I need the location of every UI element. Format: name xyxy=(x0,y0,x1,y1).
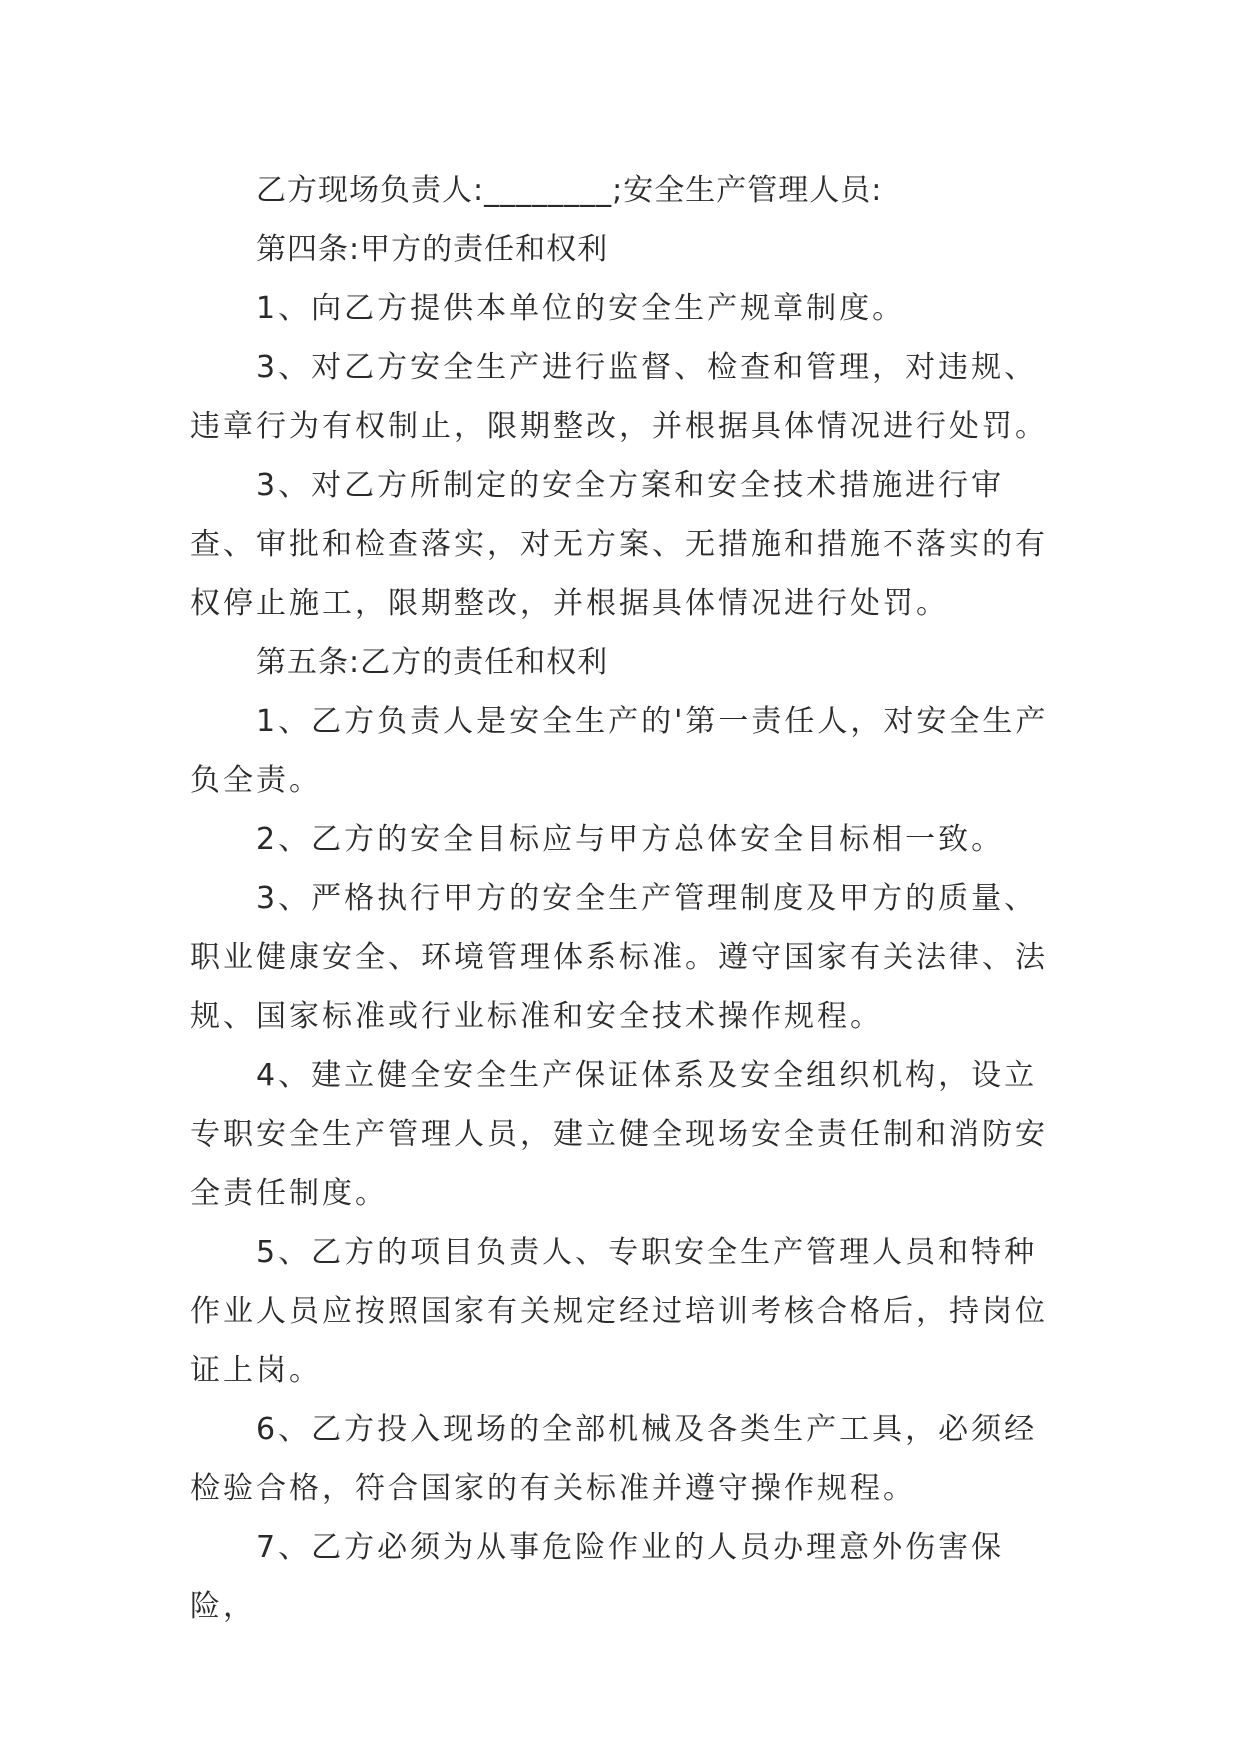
article-5-item-7: 7、乙方必须为从事危险作业的人员办理意外伤害保险， xyxy=(190,1530,1005,1624)
article-5-item-6: 6、乙方投入现场的全部机械及各类生产工具，必须经检验合格，符合国家的有关标准并遵守操作规程。 xyxy=(190,1412,1038,1506)
article-4-item-1: 1、向乙方提供本单位的安全生产规章制度。 xyxy=(256,291,906,326)
article-4-heading: 第四条:甲方的责任和权利 xyxy=(256,232,609,267)
article-4-item-3b: 3、对乙方所制定的安全方案和安全技术措施进行审查、审批和检查落实，对无方案、无措施和措施不落实的有权停止施工，限期整改，并根据具体情况进行处罚。 xyxy=(190,468,1048,621)
article-5-item-4: 4、建立健全安全生产保证体系及安全组织机构，设立专职安全生产管理人员，建立健全现场安全责任制和消防安全责任制度。 xyxy=(190,1058,1048,1211)
document-body xyxy=(190,161,1070,1636)
site-contact-line: 乙方现场负责人:________;安全生产管理人员: xyxy=(256,173,883,208)
article-5-item-5: 5、乙方的项目负责人、专职安全生产管理人员和特种作业人员应按照国家有关规定经过培训考核合格后，持岗位证上岗。 xyxy=(190,1235,1048,1388)
article-5-item-3: 3、严格执行甲方的安全生产管理制度及甲方的质量、职业健康安全、环境管理体系标准。遵守国家有关法律、法规、国家标准或行业标准和安全技术操作规程。 xyxy=(190,881,1048,1034)
article-5-item-1: 1、乙方负责人是安全生产的'第一责任人，对安全生产负全责。 xyxy=(190,704,1049,798)
article-5-item-2: 2、乙方的安全目标应与甲方总体安全目标相一致。 xyxy=(256,822,1005,857)
article-5-heading: 第五条:乙方的责任和权利 xyxy=(256,645,609,680)
article-4-item-3a: 3、对乙方安全生产进行监督、检查和管理，对违规、违章行为有权制止，限期整改，并根据具体情况进行处罚。 xyxy=(190,350,1048,444)
